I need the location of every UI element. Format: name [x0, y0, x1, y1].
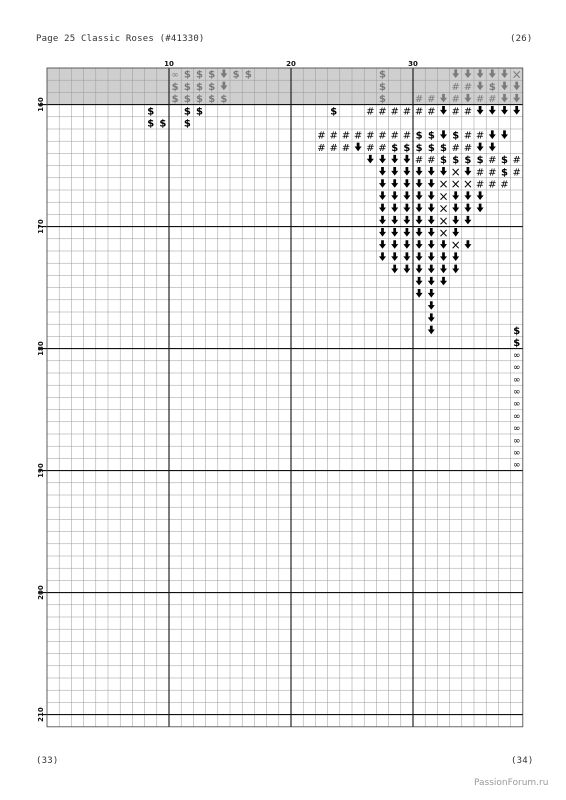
down-arrow-icon	[428, 326, 435, 335]
hash-symbol: #	[488, 94, 497, 106]
hash-symbol: #	[366, 142, 375, 154]
down-arrow-icon	[428, 301, 435, 310]
down-arrow-icon	[355, 143, 362, 152]
down-arrow-icon	[452, 191, 459, 200]
hash-symbol: #	[341, 142, 351, 154]
down-arrow-icon	[464, 191, 471, 200]
down-arrow-icon	[391, 240, 398, 249]
down-arrow-icon	[416, 179, 423, 188]
loop-symbol: ∞	[171, 70, 179, 81]
down-arrow-icon	[403, 252, 410, 261]
dollar-symbol: $	[208, 94, 216, 106]
row-label: 160	[37, 97, 45, 112]
down-arrow-icon	[452, 216, 459, 225]
dollar-symbol: $	[232, 69, 240, 81]
hash-symbol: #	[317, 142, 326, 154]
dollar-symbol: $	[171, 94, 179, 106]
loop-symbol: ∞	[512, 387, 521, 398]
dollar-symbol: $	[330, 106, 338, 118]
dollar-symbol: $	[183, 106, 191, 118]
dollar-symbol: $	[488, 81, 496, 93]
loop-symbol: ∞	[512, 363, 521, 374]
hash-symbol: #	[475, 130, 485, 142]
down-arrow-icon	[391, 155, 398, 164]
down-arrow-icon	[513, 106, 520, 115]
down-arrow-icon	[416, 204, 423, 213]
hash-symbol: #	[488, 167, 497, 179]
dollar-symbol: $	[159, 118, 167, 130]
down-arrow-icon	[403, 240, 410, 249]
hash-symbol: #	[463, 130, 473, 142]
down-arrow-icon	[391, 252, 398, 261]
dollar-symbol: $	[440, 142, 447, 154]
dollar-symbol: $	[208, 69, 216, 81]
down-arrow-icon	[452, 204, 459, 213]
down-arrow-icon	[379, 191, 386, 200]
hash-symbol: #	[341, 130, 351, 142]
down-arrow-icon	[477, 106, 484, 115]
dollar-symbol: $	[171, 81, 179, 93]
down-arrow-icon	[440, 277, 447, 286]
loop-symbol: ∞	[512, 399, 521, 410]
footer-left-ref: (33)	[36, 756, 59, 766]
down-arrow-icon	[416, 191, 423, 200]
cross-symbol: ×	[450, 177, 461, 192]
hash-symbol: #	[402, 106, 412, 118]
down-arrow-icon	[379, 240, 386, 249]
cross-symbol: ×	[438, 213, 449, 228]
page-header-title: Page 25 Classic Roses (#41330)	[36, 34, 205, 44]
dollar-symbol: $	[147, 106, 155, 118]
dollar-symbol: $	[196, 94, 203, 106]
hash-symbol: #	[378, 142, 387, 154]
dollar-symbol: $	[415, 130, 423, 142]
hash-symbol: #	[463, 81, 473, 93]
hash-symbol: #	[451, 106, 460, 118]
down-arrow-icon	[416, 265, 423, 274]
loop-symbol: ∞	[512, 350, 521, 361]
down-arrow-icon	[391, 191, 398, 200]
dollar-symbol: $	[452, 155, 460, 167]
dollar-symbol: $	[220, 94, 228, 106]
dollar-symbol: $	[208, 81, 216, 93]
hash-symbol: #	[451, 142, 460, 154]
down-arrow-icon	[428, 228, 435, 237]
down-arrow-icon	[464, 240, 471, 249]
hash-symbol: #	[463, 142, 473, 154]
down-arrow-icon	[367, 155, 374, 164]
cross-symbol: ×	[438, 201, 449, 216]
down-arrow-icon	[391, 179, 398, 188]
hash-symbol: #	[317, 130, 326, 142]
dollar-symbol: $	[244, 69, 252, 81]
dollar-symbol: $	[196, 69, 203, 81]
down-arrow-icon	[379, 228, 386, 237]
down-arrow-icon	[391, 265, 398, 274]
down-arrow-icon	[428, 204, 435, 213]
hash-symbol: #	[353, 130, 363, 142]
down-arrow-icon	[440, 106, 447, 115]
dollar-symbol: $	[464, 155, 472, 167]
hash-symbol: #	[427, 106, 436, 118]
hash-symbol: #	[475, 179, 485, 191]
hash-symbol: #	[488, 155, 497, 167]
hash-symbol: #	[366, 130, 375, 142]
row-label: 180	[37, 341, 45, 356]
page-header-ref: (26)	[510, 34, 533, 44]
down-arrow-icon	[391, 228, 398, 237]
down-arrow-icon	[501, 130, 508, 139]
down-arrow-icon	[452, 252, 459, 261]
down-arrow-icon	[403, 216, 410, 225]
down-arrow-icon	[416, 167, 423, 176]
down-arrow-icon	[403, 265, 410, 274]
cross-symbol: ×	[450, 165, 461, 180]
hash-symbol: #	[366, 106, 375, 118]
dollar-symbol: $	[183, 69, 191, 81]
dollar-symbol: $	[476, 155, 484, 167]
hash-symbol: #	[463, 106, 473, 118]
down-arrow-icon	[489, 130, 496, 139]
hash-symbol: #	[475, 94, 485, 106]
down-arrow-icon	[403, 228, 410, 237]
down-arrow-icon	[379, 179, 386, 188]
hash-symbol: #	[414, 155, 424, 167]
dollar-symbol: $	[415, 142, 423, 154]
dollar-symbol: $	[427, 142, 435, 154]
down-arrow-icon	[501, 106, 508, 115]
down-arrow-icon	[403, 204, 410, 213]
hash-symbol: #	[414, 106, 424, 118]
row-label: 170	[37, 219, 45, 234]
hash-symbol: #	[390, 130, 399, 142]
dollar-symbol: $	[501, 167, 508, 179]
dollar-symbol: $	[379, 69, 386, 81]
down-arrow-icon	[452, 265, 459, 274]
down-arrow-icon	[489, 106, 496, 115]
down-arrow-icon	[416, 240, 423, 249]
footer-right-ref: (34)	[511, 756, 534, 766]
down-arrow-icon	[428, 252, 435, 261]
down-arrow-icon	[489, 143, 496, 152]
hash-symbol: #	[488, 179, 497, 191]
hash-symbol: #	[451, 94, 460, 106]
down-arrow-icon	[403, 167, 410, 176]
down-arrow-icon	[416, 228, 423, 237]
hash-symbol: #	[402, 130, 412, 142]
down-arrow-icon	[464, 216, 471, 225]
down-arrow-icon	[440, 130, 447, 139]
loop-symbol: ∞	[512, 436, 521, 447]
loop-symbol: ∞	[512, 375, 521, 386]
dollar-symbol: $	[427, 130, 435, 142]
hash-symbol: #	[378, 106, 387, 118]
dollar-symbol: $	[183, 81, 191, 93]
loop-symbol: ∞	[512, 411, 521, 422]
hash-symbol: #	[414, 94, 424, 106]
down-arrow-icon	[477, 204, 484, 213]
hash-symbol: #	[329, 130, 338, 142]
down-arrow-icon	[428, 289, 435, 298]
cross-symbol: ×	[462, 177, 473, 192]
down-arrow-icon	[428, 277, 435, 286]
hash-symbol: #	[427, 155, 436, 167]
down-arrow-icon	[477, 143, 484, 152]
down-arrow-icon	[428, 179, 435, 188]
down-arrow-icon	[428, 167, 435, 176]
down-arrow-icon	[391, 167, 398, 176]
dollar-symbol: $	[196, 81, 203, 93]
down-arrow-icon	[452, 228, 459, 237]
down-arrow-icon	[379, 167, 386, 176]
down-arrow-icon	[440, 240, 447, 249]
down-arrow-icon	[416, 277, 423, 286]
down-arrow-icon	[428, 216, 435, 225]
down-arrow-icon	[391, 216, 398, 225]
column-label: 30	[408, 60, 418, 68]
row-label: 200	[37, 585, 45, 600]
dollar-symbol: $	[513, 338, 521, 350]
column-label: 10	[164, 60, 174, 68]
watermark: PassionForum.ru	[474, 778, 549, 788]
cross-symbol: ×	[450, 238, 461, 253]
cross-symbol: ×	[438, 189, 449, 204]
loop-symbol: ∞	[512, 460, 521, 471]
down-arrow-icon	[403, 155, 410, 164]
hash-symbol: #	[427, 94, 436, 106]
down-arrow-icon	[403, 191, 410, 200]
hash-symbol: #	[390, 106, 399, 118]
hash-symbol: #	[451, 81, 460, 93]
down-arrow-icon	[416, 216, 423, 225]
cross-symbol: ×	[438, 177, 449, 192]
dollar-symbol: $	[147, 118, 155, 130]
dollar-symbol: $	[513, 325, 521, 337]
hash-symbol: #	[500, 179, 509, 191]
dollar-symbol: $	[379, 94, 386, 106]
down-arrow-icon	[416, 252, 423, 261]
down-arrow-icon	[428, 240, 435, 249]
loop-symbol: ∞	[512, 448, 521, 459]
down-arrow-icon	[379, 216, 386, 225]
column-label: 20	[286, 60, 296, 68]
dollar-symbol: $	[196, 106, 203, 118]
hash-symbol: #	[329, 142, 338, 154]
down-arrow-icon	[428, 265, 435, 274]
hash-symbol: #	[512, 167, 521, 179]
loop-symbol: ∞	[512, 424, 521, 435]
cross-symbol: ×	[438, 226, 449, 241]
dollar-symbol: $	[440, 155, 447, 167]
down-arrow-icon	[428, 191, 435, 200]
down-arrow-icon	[477, 191, 484, 200]
dollar-symbol: $	[183, 94, 191, 106]
down-arrow-icon	[464, 204, 471, 213]
down-arrow-icon	[464, 167, 471, 176]
down-arrow-icon	[440, 265, 447, 274]
down-arrow-icon	[379, 252, 386, 261]
down-arrow-icon	[379, 155, 386, 164]
dollar-symbol: $	[403, 142, 411, 154]
down-arrow-icon	[403, 179, 410, 188]
down-arrow-icon	[379, 204, 386, 213]
down-arrow-icon	[428, 313, 435, 322]
down-arrow-icon	[440, 167, 447, 176]
down-arrow-icon	[440, 252, 447, 261]
down-arrow-icon	[416, 289, 423, 298]
down-arrow-icon	[391, 204, 398, 213]
hash-symbol: #	[378, 130, 387, 142]
dollar-symbol: $	[183, 118, 191, 130]
cross-symbol: ×	[511, 67, 522, 82]
dollar-symbol: $	[391, 142, 399, 154]
dollar-symbol: $	[501, 155, 508, 167]
row-label: 190	[37, 463, 45, 478]
hash-symbol: #	[512, 155, 521, 167]
dollar-symbol: $	[452, 130, 460, 142]
row-label: 210	[37, 707, 45, 722]
hash-symbol: #	[475, 167, 485, 179]
dollar-symbol: $	[379, 81, 386, 93]
